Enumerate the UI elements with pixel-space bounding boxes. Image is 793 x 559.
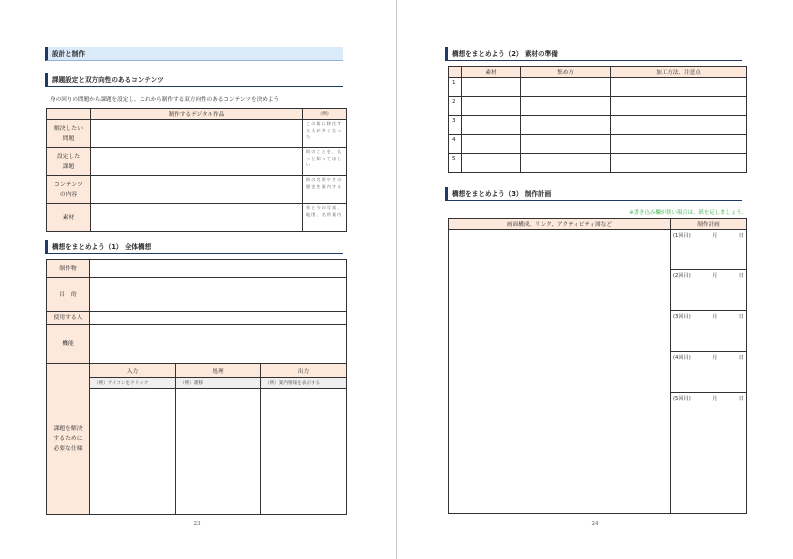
material-row-number: 4 — [449, 135, 462, 154]
input-example: （例）アイコンをクリック — [90, 378, 176, 389]
header-processing: 加工方法、注意点 — [611, 67, 747, 78]
schedule-table — [448, 218, 747, 514]
instruction-text: 身の回りの問題から課題を設定し、これから制作する双方向性のあるコンテンツを決めよう — [50, 97, 280, 103]
collect-cell[interactable] — [521, 97, 611, 116]
plan2-title: 構想をまとめよう（2） 素材の準備 — [445, 47, 742, 61]
section-title-design: 設計と制作 — [45, 47, 343, 61]
material-row-number: 5 — [449, 154, 462, 173]
header-process: 処理 — [176, 364, 261, 378]
schedule-cell[interactable]: (3回目) 月 日 — [671, 311, 747, 352]
material-row-number: 3 — [449, 116, 462, 135]
collect-cell[interactable] — [521, 116, 611, 135]
content-example: 街の名所やその歴史を案内する — [303, 176, 347, 204]
collect-cell[interactable] — [521, 154, 611, 173]
material-cell[interactable] — [462, 154, 521, 173]
label-spec: 課題を解決 するために 必要な仕様 — [47, 364, 90, 515]
material-cell[interactable] — [462, 135, 521, 154]
plan1-title: 構想をまとめよう（1） 全体構想 — [45, 240, 343, 254]
header-screen-layout: 画面構成、リンク、アクティビティ図など — [449, 219, 671, 230]
row-label-material: 素材 — [47, 204, 91, 232]
function-input[interactable] — [90, 325, 347, 364]
user-input[interactable] — [90, 312, 347, 325]
processing-cell[interactable] — [611, 78, 747, 97]
row-label-problem: 解決したい 問題 — [47, 120, 91, 148]
material-row-number: 1 — [449, 78, 462, 97]
content-input[interactable] — [91, 176, 303, 204]
output-example: （例）案内情報を表示する — [261, 378, 347, 389]
collect-cell[interactable] — [521, 78, 611, 97]
theme-title: 課題設定と双方向性のあるコンテンツ — [45, 73, 343, 87]
schedule-cell[interactable]: (5回目) 月 日 — [671, 393, 747, 514]
schedule-cell[interactable]: (2回目) 月 日 — [671, 270, 747, 311]
purpose-input[interactable] — [90, 278, 347, 312]
product-input[interactable] — [90, 260, 347, 278]
header-digital-work: 制作するデジタル作品 — [91, 109, 303, 120]
header-production-plan: 制作計画 — [671, 219, 747, 230]
label-function: 機能 — [47, 325, 90, 364]
schedule-cell[interactable]: (4回目) 月 日 — [671, 352, 747, 393]
theme-table — [46, 108, 347, 232]
row-label-issue: 設定した 課題 — [47, 148, 91, 176]
label-user: 使用する人 — [47, 312, 90, 325]
header-input: 入力 — [90, 364, 176, 378]
material-row-number: 2 — [449, 97, 462, 116]
left-page — [0, 0, 396, 559]
page-number-right: 24 — [591, 521, 599, 527]
materials-table — [448, 66, 747, 173]
processing-cell[interactable] — [611, 135, 747, 154]
processing-cell[interactable] — [611, 154, 747, 173]
material-cell[interactable] — [462, 116, 521, 135]
row-label-content: コンテンツ の内容 — [47, 176, 91, 204]
material-input[interactable] — [91, 204, 303, 232]
collect-cell[interactable] — [521, 135, 611, 154]
process-example: （例）遷移 — [176, 378, 261, 389]
schedule-cell[interactable]: (1回目) 月 日 — [671, 230, 747, 270]
right-page — [397, 0, 793, 559]
input-spec-area[interactable] — [90, 389, 176, 515]
processing-cell[interactable] — [611, 97, 747, 116]
header-output: 出力 — [261, 364, 347, 378]
header-collect: 集め方 — [521, 67, 611, 78]
label-product: 制作物 — [47, 260, 90, 278]
problem-example: この街に移住する人が多くなった — [303, 120, 347, 148]
note-text: ※書き込み欄が狭い場合は、紙を足しましょう。 — [629, 210, 747, 216]
header-material: 素材 — [462, 67, 521, 78]
page-number-left: 23 — [193, 521, 201, 527]
screen-layout-area[interactable] — [449, 230, 671, 514]
output-spec-area[interactable] — [261, 389, 347, 515]
process-spec-area[interactable] — [176, 389, 261, 515]
material-cell[interactable] — [462, 78, 521, 97]
plan3-title: 構想をまとめよう（3） 制作計画 — [445, 187, 742, 201]
processing-cell[interactable] — [611, 116, 747, 135]
material-example: 昔と今の写真、地図、名所案内 — [303, 204, 347, 232]
header-example: （例） — [303, 109, 347, 120]
issue-example: 街のことを、もっと知ってほしい — [303, 148, 347, 176]
plan1-table — [46, 259, 347, 515]
issue-input[interactable] — [91, 148, 303, 176]
label-purpose: 目 的 — [47, 278, 90, 312]
material-cell[interactable] — [462, 97, 521, 116]
problem-input[interactable] — [91, 120, 303, 148]
